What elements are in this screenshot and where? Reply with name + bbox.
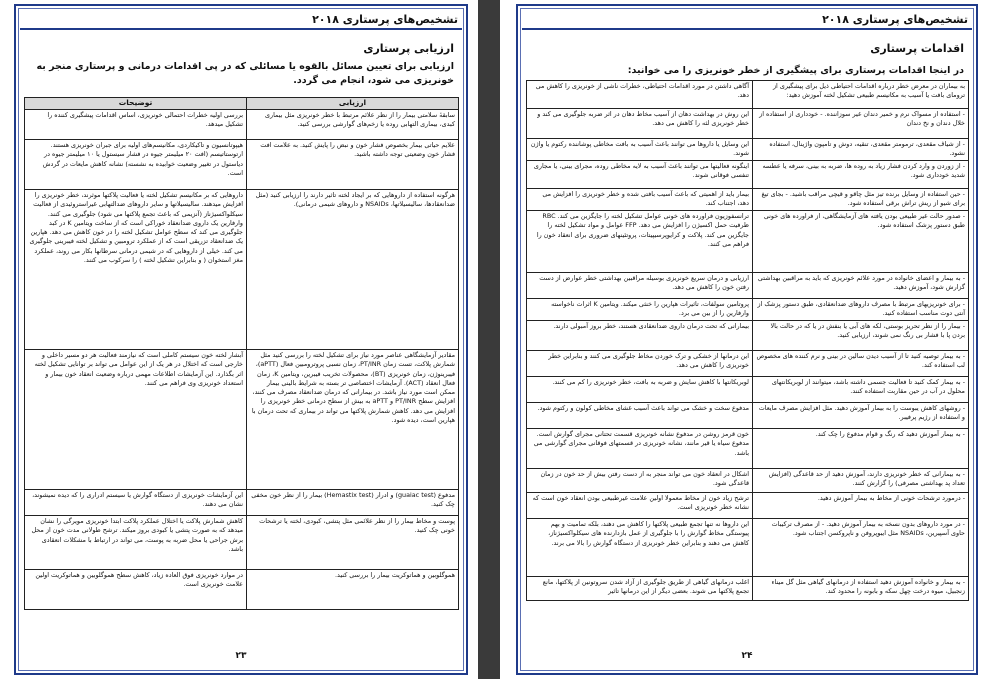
left-page bbox=[14, 4, 468, 675]
assessment-cell: علایم حیاتی بیمار بخصوص فشار خون و نبض را پایش کنید. به علامت افت فشار خون وضعیتی توجه داشته باشید. bbox=[247, 140, 459, 190]
table-row bbox=[527, 377, 969, 403]
assessment-cell: مقادیر آزمایشگاهی عناصر مورد نیاز برای تشکیل لخته را بررسی کنید مثل شمارش پلاکت، تست زمان PT/INR، زمان نسبی پروترومبین فعال (aPTT)، فیبرینوژن، زمان خونریزی (BT)، محصولات تخریب فیبرین، ویتامین K، زمان فعال انعقاد (ACT). آزمایشات اختصاصی تر بسته به شرایط بالینی بیمار ممکن است مورد نیاز باشد. در بیمارانی که درمان ضدانعقاد مصرف می کنند، افزایش سطح PT/INR و aPTT به بیش از سطح درمانی خطر خونریزی را افزایش می دهد. کاهش شمارش پلاکتها می تواند در بیماری که تحت درمان با هپارین است، دیده شود. bbox=[247, 350, 459, 490]
table-row bbox=[527, 161, 969, 189]
table-row bbox=[527, 299, 969, 321]
book-gutter bbox=[478, 0, 500, 679]
page-header bbox=[20, 10, 462, 30]
rationale-cell: اینگونه فعالیتها می توانند باعث آسیب به لایه مخاطی روده، مجرای بینی، یا مجاری تنفسی فوقانی شوند. bbox=[527, 161, 753, 189]
action-cell: - روشهای کاهش یبوست را به بیمار آموزش دهید. مثل افزایش مصرف مایعات و استفاده از رژیم پرفیبر. bbox=[753, 403, 969, 429]
action-cell: - بیمار را از نظر تحریز بوستی، لکه های آبی یا بنفش در یا که در حالت بالا بردن پا با فشار بی رنگ نمی شوند، ارزیابی کنید. bbox=[753, 321, 969, 351]
action-cell: - به بیمار توصیه کنید تا از آسیب دیدن سالین در بینی و نرم کننده های مخصوص لب استفاده کند. bbox=[753, 351, 969, 377]
section-title: ارزیابی پرستاری bbox=[363, 42, 454, 55]
rationale-cell: اغلب درمانهای گیاهی از طریق جلوگیری از آزاد شدن سروتونین از پلاکتها، مانع تجمع پلاکتها می شوند. بعضی دیگر از این درمانها تاثیر bbox=[527, 577, 753, 601]
action-cell: - به بیمارانی که خطر خونریزی دارند، آموزش دهید از حد قاعدگی (افزایش تعداد پد بهداشتی مصرفی) را گزارش کنند. bbox=[753, 469, 969, 493]
table-row bbox=[527, 81, 969, 109]
rationale-cell: این وسایل یا داروها می توانند باعث آسیب به بافت مخاطی پوشاننده رکتوم یا واژن شوند. bbox=[527, 139, 753, 161]
table-row bbox=[527, 429, 969, 469]
rationale-cell: ترانسفوزیون فراورده های خونی عوامل تشکیل لخته را جایگزین می کند. RBC ظرفیت حمل اکسیژن را افزایش می دهد. FFP عوامل و مواد تشکیل لخته را جایگزین می کند. پلاکت و کرایوپرسیپیتات، پروتئینهای ضروری برای انعقاد خون را فراهم می کنند. bbox=[527, 211, 753, 273]
explanation-cell: هیپوتانسیون و تاکیکاردی، مکانیسم‌های اولیه برای جبران خونریزی هستند. ارتوستاتیسم (افت ۲۰ میلیمتر جیوه در فشار سیستول یا ۱۰ میلیمتر جیوه در دیاستول در تغییر وضعیت خوابیده به نشسته) نشانه کاهش مایعات در گردش است. bbox=[25, 140, 247, 190]
right-page bbox=[516, 4, 978, 675]
table-row bbox=[527, 403, 969, 429]
assessment-table bbox=[24, 97, 459, 610]
rationale-cell: پروتامین سولفات، تاثیرات هپارین را خنثی میکند. ویتامین K اثرات ناخواسته وارفارین را از بین می برد. bbox=[527, 299, 753, 321]
rationale-cell: ارزیابی و درمان سریع خونریزی بوسیله مراقبین بهداشتی خطر عوارض از دست رفتن خون را کاهش می دهد. bbox=[527, 273, 753, 299]
section-subtitle: در اینجا اقدامات پرستاری برای پیشگیری از خطر خونریزی را می خوانید: bbox=[627, 65, 964, 76]
rationale-cell: بیمارانی که تحت درمان داروی ضدانعقادی هستند، خطر بروز آمبولی دارند. bbox=[527, 321, 753, 351]
table-row bbox=[527, 109, 969, 139]
rationale-cell: اشکال در انعقاد خون می تواند منجر به از دست رفتن بیش از حد خون در زمان قاعدگی شود. bbox=[527, 469, 753, 493]
action-cell: - از شیاف مقعدی، ترمومتر مقعدی، تنقیه، دوش و تامپون واژینال، استفاده نشود. bbox=[753, 139, 969, 161]
table-row bbox=[527, 321, 969, 351]
table-row bbox=[527, 273, 969, 299]
table-row bbox=[25, 350, 459, 490]
table-row bbox=[25, 490, 459, 516]
table-row bbox=[527, 469, 969, 493]
page-header bbox=[522, 10, 972, 30]
assessment-cell: هموگلوبین و هماتوکریت بیمار را بررسی کنید. bbox=[247, 570, 459, 610]
header-title: تشخیص‌های پرستاری ۲۰۱۸ bbox=[312, 12, 458, 26]
assessment-cell: پوست و مخاط بیمار را از نظر علائمی مثل پتشی، کبودی، لخته یا ترشحات خونی چک کنید. bbox=[247, 516, 459, 570]
assessment-cell: هرگونه استفاده از داروهایی که بر ایجاد لخته تاثیر دارند را ارزیابی کنید (مثل ضدانعقادها، سالیسیلاتها، NSAIDs و داروهای شیمی درمانی). bbox=[247, 190, 459, 350]
rationale-cell: بیمار باید از اهمیتی که باعث آسیب بافتی شده و خطر خونریزی را افزایش می دهد، اجتناب کند. bbox=[527, 189, 753, 211]
action-cell: - به بیمار آموزش دهید که رنگ و قوام مدفوع را چک کند. bbox=[753, 429, 969, 469]
rationale-cell: این روش در بهداشت دهان از آسیب مخاط دهان در اثر ضربه جلوگیری می کند و خطر خونریزی لثه را کاهش می دهد. bbox=[527, 109, 753, 139]
action-cell: - درمورد ترشحات خونی از مخاط به بیمار آموزش دهید. bbox=[753, 493, 969, 519]
table-row bbox=[25, 516, 459, 570]
explanation-cell: داروهایی که بر مکانیسم تشکیل لخته یا فعالیت پلاکتها موثرند، خطر خونریزی را افزایش میدهند. سالیسیلاتها و سایر داروهای ضدالتهابی غیراستروئیدی از فعالیت سیکلواکسیژناز (آنزیمی که باعث تجمع پلاکتها می شود) جلوگیری می کنند. وارفارین یک داروی ضدانعقاد خوراکی است که از ساخت ویتامین K در کبد جلوگیری می کند که سطح عوامل تشکیل لخته را در خون کاهش می دهد. هپارین یک ضدانعقاد تزریقی است که از عملکرد ترومبین و تشکیل لخته فیبرینی جلوگیری می کند. خیلی از داروهایی که در شیمی درمانی سرطانها بکار می روند، عملکرد مغز استخوان ( و بنابراین تشکیل لخته ) را سرکوب می کنند. bbox=[25, 190, 247, 350]
action-cell: - برای خونریزیهای مرتبط با مصرف داروهای ضدانعقادی، طبق دستور پزشک از آنتی دوت مناسب استفاده کنید. bbox=[753, 299, 969, 321]
section-title: اقدامات پرستاری bbox=[870, 42, 964, 55]
rationale-cell: این داروها نه تنها تجمع طبیعی پلاکتها را کاهش می دهند، بلکه تمامیت و بهم پیوستگی مخاط گوارش را با جلوگیری از عمل بازدارنده های سیکلواکسیژناز، کاهش می دهند و بنابراین خطر خونریزی از دستگاه گوارش را بالا می برند. bbox=[527, 519, 753, 577]
page-number: ۲۴ bbox=[741, 651, 753, 661]
assessment-cell: سابقهٔ سلامتی بیمار را از نظر علائم مرتبط با خطر خونریزی مثل بیماری کبدی، بیماری التهابی روده یا زخم‌های گوارشی بررسی کنید. bbox=[247, 110, 459, 140]
explanation-cell: در موارد خونریزی فوق العاده زیاد، کاهش سطح هموگلوبین و هماتوکریت اولین علامت خونریزی است. bbox=[25, 570, 247, 610]
table-row bbox=[25, 190, 459, 350]
explanation-cell: بررسی اولیه خطرات احتمالی خونریزی، اساس اقدامات پیشگیری کننده را تشکیل میدهد. bbox=[25, 110, 247, 140]
explanation-cell: آبشار لخته خون سیستم کاملی است که نیازمند فعالیت هر دو مسیر داخلی و خارجی است که اختلال در هر یک از این عوامل می تواند بر توانایی تشکیل لخته اثر بگذارد. این آزمایشات اطلاعات مهمی درباره وضعیت انعقاد خون بیمار و استعداد خونریزی وی فراهم می کنند. bbox=[25, 350, 247, 490]
page-number: ۲۳ bbox=[235, 651, 247, 661]
action-cell: - حین استفاده از وسایل برنده تیز مثل چاقو و قیچی مراقب باشید. - بجای تیغ برای شیو از ریش تراش برقی استفاده شود. bbox=[753, 189, 969, 211]
action-cell: - در مورد داروهای بدون نسخه به بیمار آموزش دهید. - از مصرف ترکیبات حاوی آسپیرین، NSAIDs مثل ایبوپروفن و ناپروکسن اجتناب شود. bbox=[753, 519, 969, 577]
table-row bbox=[527, 211, 969, 273]
explanation-cell: این آزمایشات خونریزی از دستگاه گوارش یا سیستم ادراری را که دیده نمیشوند، نشان می دهند. bbox=[25, 490, 247, 516]
table-row bbox=[527, 519, 969, 577]
col-header-assessment: ارزیابی bbox=[247, 98, 459, 110]
table-row bbox=[527, 577, 969, 601]
action-cell: - از زوردن و وارد کردن فشار زیاد به روده ها، ضربه به بینی، سرفه یا عطسه شدید خودداری شود. bbox=[753, 161, 969, 189]
rationale-cell: آگاهی داشتن در مورد اقدامات احتیاطی، خطرات ناشی از خونریزی را کاهش می دهد. bbox=[527, 81, 753, 109]
col-header-explanation: توضیحات bbox=[25, 98, 247, 110]
interventions-table bbox=[526, 80, 969, 601]
explanation-cell: کاهش شمارش پلاکت یا اختلال عملکرد پلاکت ابتدا خونریزی مویرگی را نشان میدهد که به صورت پتشی یا کبودی بروز میکند. ترشح طولانی مدت خون از محل برش جراحی یا محل ضربه به پوست، می تواند در ارتباط با مشکلات انعقادی باشد. bbox=[25, 516, 247, 570]
section-subtitle: ارزیابی برای تعیین مسائل بالقوه یا مسائلی که در پی اقدامات درمانی و پرستاری منجر به خونریزی می شود، انجام می گردد. bbox=[36, 61, 454, 86]
action-cell: - صدور حالت غیر طبیعی بودن یافته های آزمایشگاهی، از فراورده های خونی طبق دستور پزشک استفاده شود. bbox=[753, 211, 969, 273]
rationale-cell: خون قرمز روشن در مدفوع نشانه خونریزی قسمت تحتانی مجرای گوارش است. مدفوع سیاه یا قیر مانند، نشانه خونریزی در قسمتهای فوقانی مجرای گوارشی می باشد. bbox=[527, 429, 753, 469]
table-row bbox=[527, 493, 969, 519]
table-row bbox=[25, 570, 459, 610]
table-row bbox=[527, 351, 969, 377]
action-cell: به بیماران در معرض خطر درباره اقدامات احتیاطی ذیل برای پیشگیری از ترومای بافت یا آسیب به مکانیسم طبیعی تشکیل لخته آموزش دهید: bbox=[753, 81, 969, 109]
table-row bbox=[25, 110, 459, 140]
rationale-cell: این درمانها از خشکی و ترک خوردن مخاط جلوگیری می کنند و بنابراین خطر خونریزی را کاهش می دهد. bbox=[527, 351, 753, 377]
action-cell: - به بیمار و خانواده آموزش دهید استفاده از درمانهای گیاهی مثل گل میناء زنجبیل، میوه درخت چهل سکه و بابونه را محدود کند. bbox=[753, 577, 969, 601]
rationale-cell: مدفوع سخت و خشک می تواند باعث آسیب غشای مخاطی کولون و رکتوم شود. bbox=[527, 403, 753, 429]
action-cell: - به بیمار کمک کنید تا فعالیت جسمی داشته باشد، میتوانند از لوبریکانتهای محلول در آب در حین مقاربت استفاده کنند. bbox=[753, 377, 969, 403]
table-row bbox=[25, 140, 459, 190]
rationale-cell: ترشح زیاد خون از مخاط معمولا اولین علامت غیرطبیعی بودن انعقاد خون است که نشانه خطر خونریزی است. bbox=[527, 493, 753, 519]
rationale-cell: لوبریکانتها با کاهش سایش و ضربه به بافت، خطر خونریزی را کم می کنند. bbox=[527, 377, 753, 403]
header-title: تشخیص‌های پرستاری ۲۰۱۸ bbox=[822, 12, 968, 26]
table-row bbox=[527, 139, 969, 161]
table-row bbox=[527, 189, 969, 211]
action-cell: - به بیمار و اعضای خانواده در مورد علائم خونریزی که باید به مراقبین بهداشتی گزارش شود، آموزش دهید. bbox=[753, 273, 969, 299]
assessment-cell: مدفوع (guaiac test) و ادرار (Hemastix test) بیمار را از نظر خون مخفی چک کنید. bbox=[247, 490, 459, 516]
action-cell: - استفاده از مسواک نرم و خمیر دندان غیر سوزاننده. - خودداری از استفاده از خلال دندان و نخ دندان bbox=[753, 109, 969, 139]
